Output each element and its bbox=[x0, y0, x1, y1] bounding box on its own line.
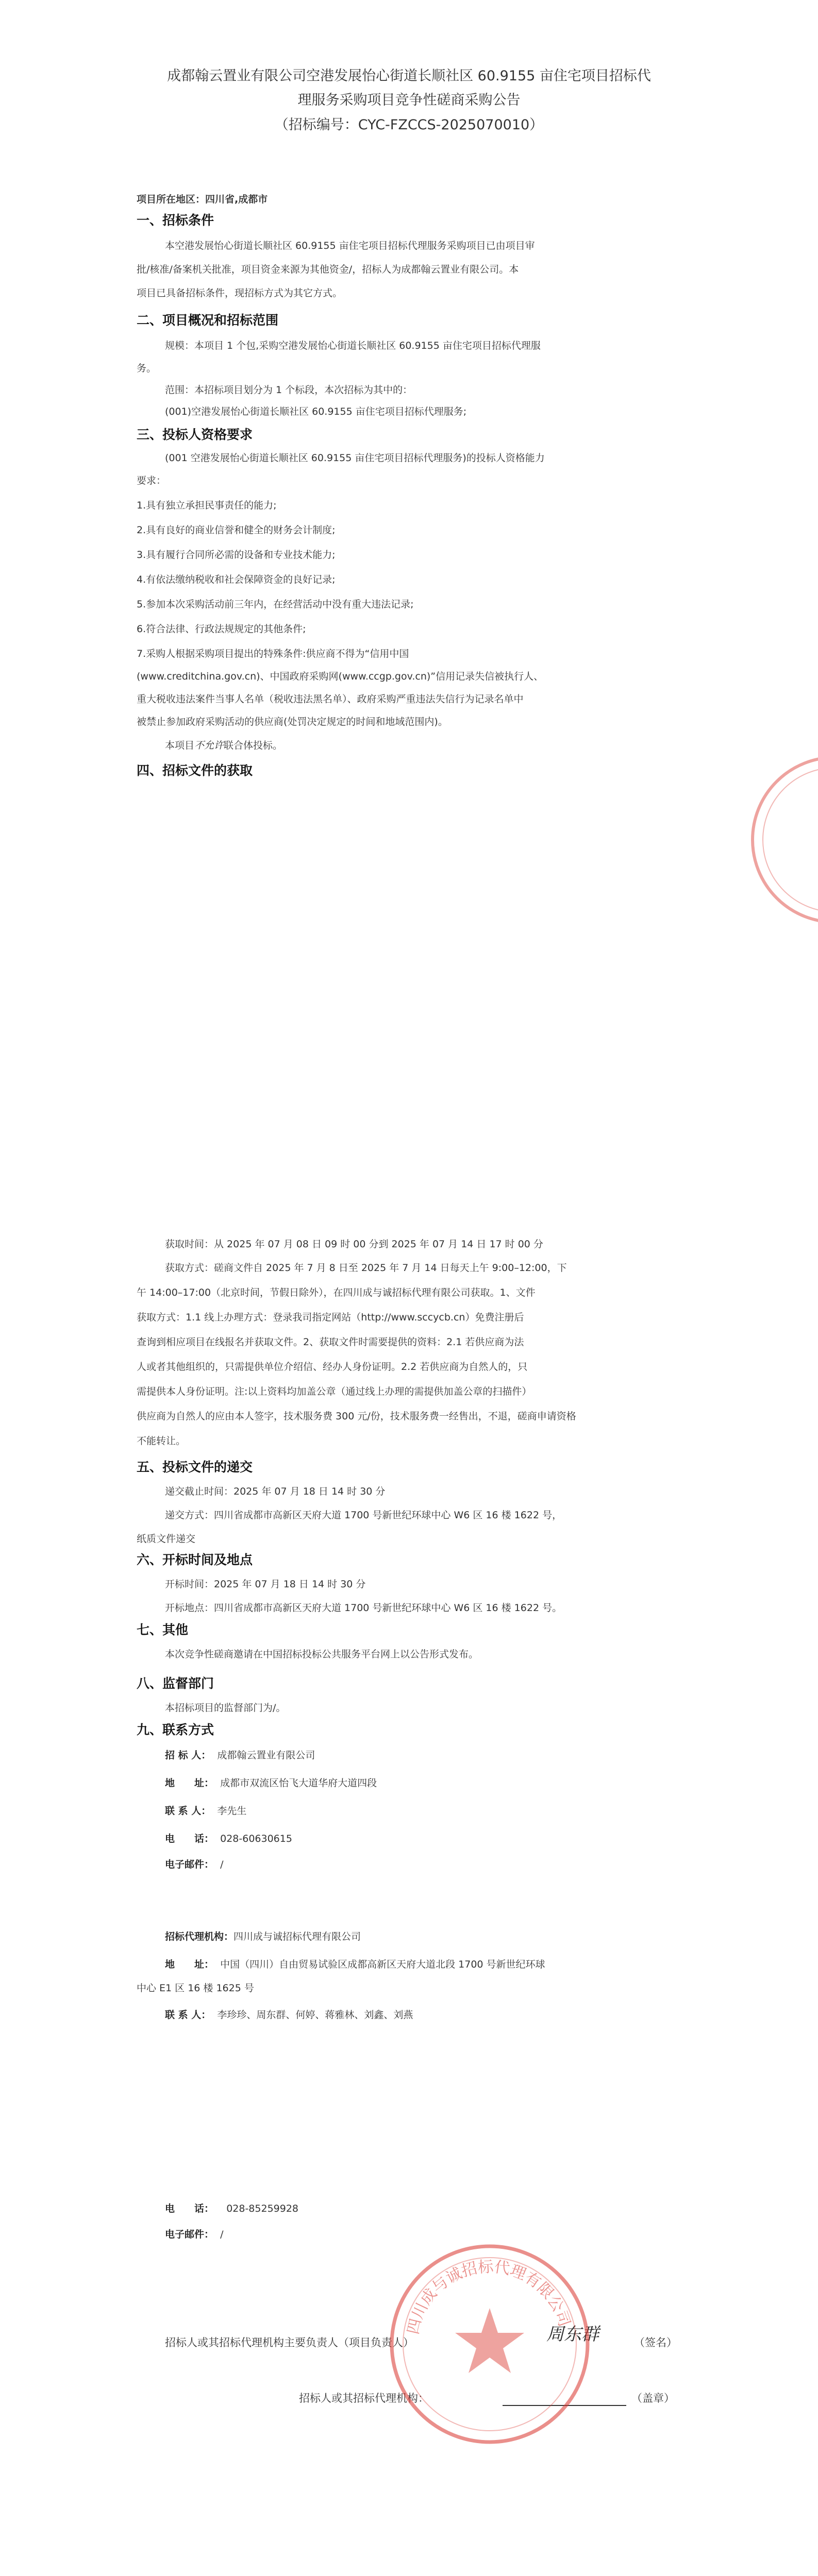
s4-method-line8: 不能转让。 bbox=[137, 1435, 186, 1447]
tenderer-phone-value: 028-60630615 bbox=[220, 1833, 292, 1844]
s3-item2: 2.具有良好的商业信誉和健全的财务会计制度; bbox=[137, 524, 336, 536]
consortium-post: 联合体投标。 bbox=[224, 740, 283, 751]
s4-method bbox=[165, 1260, 567, 1276]
consortium-flag: 不允许 bbox=[194, 740, 224, 751]
agent-address-label: 地 址： bbox=[165, 1959, 214, 1970]
s5-line3: 纸质文件递交 bbox=[137, 1533, 196, 1545]
project-location bbox=[137, 192, 268, 207]
s3-consortium bbox=[165, 738, 282, 753]
agent-address-value: 中国（四川）自由贸易试验区成都高新区天府大道北段 1700 号新世纪环球 bbox=[220, 1959, 545, 1970]
consortium-pre: 本项目 bbox=[165, 740, 195, 751]
tenderer-row bbox=[165, 1748, 315, 1763]
tenderer-contact-value: 李先生 bbox=[217, 1805, 247, 1817]
s1-line1: 本空港发展怡心街道长顺社区 60.9155 亩住宅项目招标代理服务采购项目已由项目审 bbox=[165, 240, 535, 251]
s3-item7b: (www.creditchina.gov.cn)、中国政府采购网(www.ccgp.gov.cn)”信用记录失信被执行人、 bbox=[137, 671, 544, 682]
agent-contact-row bbox=[165, 2007, 413, 2023]
s3-item7d: 被禁止参加政府采购活动的供应商(处罚决定规定的时间和地域范围内)。 bbox=[137, 716, 448, 727]
seal-row-tail: （盖章） bbox=[631, 2392, 675, 2404]
agent-value: 四川成与诚招标代理有限公司 bbox=[233, 1931, 361, 1942]
s4-method-line4: 查询到相应项目在线报名并获取文件。2、获取文件时需要提供的资料：2.1 若供应商为法 bbox=[137, 1336, 524, 1348]
s3-item1: 1.具有独立承担民事责任的能力; bbox=[137, 500, 277, 511]
seal-text-path: 四川成与诚招标代理有限公司 bbox=[404, 2258, 574, 2336]
tenderer-address-row bbox=[165, 1775, 377, 1791]
s4-time bbox=[165, 1236, 543, 1252]
agent-email-label: 电子邮件： bbox=[165, 2229, 214, 2240]
s3-item4: 4.有依法缴纳税收和社会保障资金的良好记录; bbox=[137, 574, 336, 585]
s4-time-value: 从 2025 年 07 月 08 日 09 时 00 分到 2025 年 07 月 14 日 17 时 00 分 bbox=[214, 1239, 543, 1250]
s2-line1: 规模：本项目 1 个包,采购空港发展怡心街道长顺社区 60.9155 亩住宅项目招标代理服 bbox=[165, 340, 541, 351]
s2-line2: 务。 bbox=[137, 363, 157, 374]
tenderer-address-label: 地 址： bbox=[165, 1777, 214, 1789]
s4-method-line3: 获取方式：1.1 线上办理方式：登录我司指定网站（http://www.sccycb.cn）免费注册后 bbox=[137, 1312, 524, 1323]
signature-tail: （签名） bbox=[634, 2336, 677, 2349]
agent-contact-value: 李珍珍、周东群、何婷、蒋雅林、刘鑫、刘燕 bbox=[217, 2009, 413, 2021]
tenderer-contact-row bbox=[165, 1803, 246, 1819]
tenderer-phone-label: 电 话： bbox=[165, 1833, 214, 1844]
s2-line3: 范围：本招标项目划分为 1 个标段，本次招标为其中的： bbox=[165, 384, 413, 396]
section-2-heading: 二、项目概况和招标范围 bbox=[137, 313, 279, 328]
agent-row bbox=[165, 1929, 361, 1944]
s1-line2: 批/核准/备案机关批准，项目资金来源为其他资金/，招标人为成都翰云置业有限公司。本 bbox=[137, 264, 519, 275]
agent-phone-row bbox=[165, 2201, 298, 2216]
s3-item6: 6.符合法律、行政法规规定的其他条件; bbox=[137, 623, 306, 635]
s6-line1: 开标时间：2025 年 07 月 18 日 14 时 30 分 bbox=[165, 1579, 366, 1590]
agent-email-value: / bbox=[220, 2229, 224, 2240]
tenderer-address-value: 成都市双流区怡飞大道华府大道四段 bbox=[220, 1777, 377, 1789]
s4-method-label: 获取方式： bbox=[165, 1262, 214, 1274]
tenderer-contact-label: 联 系 人： bbox=[165, 1805, 211, 1817]
section-9-heading: 九、联系方式 bbox=[137, 1722, 214, 1737]
s3-item5: 5.参加本次采购活动前三年内，在经营活动中没有重大违法记录; bbox=[137, 599, 414, 610]
tenderer-phone-row bbox=[165, 1831, 292, 1846]
signature-row bbox=[165, 2335, 414, 2350]
s4-method-line2: 午 14:00–17:00（北京时间，节假日除外），在四川成与诚招标代理有限公司获取。1、文件 bbox=[137, 1287, 536, 1298]
section-8-heading: 八、监督部门 bbox=[137, 1676, 214, 1691]
location-value: 四川省,成都市 bbox=[205, 194, 268, 205]
s4-method-line1: 磋商文件自 2025 年 7 月 8 日至 2025 年 7 月 14 日每天上午 9:00–12:00，下 bbox=[214, 1262, 567, 1274]
tenderer-email-value: / bbox=[220, 1859, 224, 1870]
s5-line2: 递交方式：四川省成都市高新区天府大道 1700 号新世纪环球中心 W6 区 16 楼 1622 号， bbox=[165, 1510, 562, 1521]
agent-contact-label: 联 系 人： bbox=[165, 2009, 211, 2021]
s4-method-line5: 人或者其他组织的，只需提供单位介绍信、经办人身份证明。2.2 若供应商为自然人的，只 bbox=[137, 1361, 528, 1372]
doc-title-line2: 理服务采购项目竞争性磋商采购公告 bbox=[297, 92, 521, 108]
s3-line1: (001 空港发展怡心街道长顺社区 60.9155 亩住宅项目招标代理服务)的投标人资格能力 bbox=[165, 452, 545, 464]
section-3-heading: 三、投标人资格要求 bbox=[137, 427, 253, 442]
location-label: 项目所在地区： bbox=[137, 194, 206, 205]
doc-title-line1: 成都翰云置业有限公司空港发展怡心街道长顺社区 60.9155 亩住宅项目招标代 bbox=[167, 68, 651, 84]
section-7-heading: 七、其他 bbox=[137, 1622, 189, 1637]
signature-line-label: 招标人或其招标代理机构主要负责人（项目负责人） bbox=[165, 2336, 414, 2349]
section-1-heading: 一、招标条件 bbox=[137, 213, 214, 228]
s3-item7c: 重大税收违法案件当事人名单（税收违法黑名单）、政府采购严重违法失信行为记录名单中 bbox=[137, 693, 524, 705]
s8-line1: 本招标项目的监督部门为/。 bbox=[165, 1702, 286, 1714]
s2-line4: (001)空港发展怡心街道长顺社区 60.9155 亩住宅项目招标代理服务; bbox=[165, 406, 467, 417]
s6-line2: 开标地点：四川省成都市高新区天府大道 1700 号新世纪环球中心 W6 区 16 楼 1622 号。 bbox=[165, 1602, 562, 1614]
seal-underline bbox=[503, 2405, 626, 2406]
agent-phone-value: 028-85259928 bbox=[226, 2203, 299, 2214]
edge-seal-top bbox=[732, 732, 818, 948]
tenderer-email-label: 电子邮件： bbox=[165, 1859, 214, 1870]
agent-phone-label: 电 话： bbox=[165, 2203, 214, 2214]
tenderer-label: 招 标 人： bbox=[165, 1750, 211, 1761]
agent-address-line2: 中心 E1 区 16 楼 1625 号 bbox=[137, 1982, 254, 1994]
section-6-heading: 六、开标时间及地点 bbox=[137, 1552, 253, 1567]
s4-method-line6: 需提供本人身份证明。注:以上资料均加盖公章（通过线上办理的需提供加盖公章的扫描件） bbox=[137, 1386, 532, 1397]
s3-item7a: 7.采购人根据采购项目提出的特殊条件:供应商不得为“信用中国 bbox=[137, 648, 409, 659]
handwritten-signature: 周东群 bbox=[546, 2324, 599, 2345]
s1-line3: 项目已具备招标条件，现招标方式为其它方式。 bbox=[137, 287, 343, 299]
s4-method-line7: 供应商为自然人的应由本人签字，技术服务费 300 元/份，技术服务费一经售出，不退，磋商申请资格 bbox=[137, 1411, 576, 1422]
section-5-heading: 五、投标文件的递交 bbox=[137, 1460, 253, 1475]
tenderer-email-row bbox=[165, 1857, 224, 1872]
doc-title-line3: （招标编号：CYC-FZCCS-2025070010） bbox=[274, 117, 544, 133]
s3-item3: 3.具有履行合同所必需的设备和专业技术能力; bbox=[137, 549, 336, 561]
s5-line1: 递交截止时间：2025 年 07 月 18 日 14 时 30 分 bbox=[165, 1486, 386, 1497]
s4-time-label: 获取时间： bbox=[165, 1239, 214, 1250]
seal-row-label: 招标人或其招标代理机构： bbox=[299, 2392, 429, 2404]
section-4-heading: 四、招标文件的获取 bbox=[137, 763, 253, 778]
agent-email-row bbox=[165, 2227, 224, 2242]
s3-line2: 要求： bbox=[137, 475, 166, 486]
agent-label: 招标代理机构： bbox=[165, 1931, 234, 1942]
agent-address-row bbox=[165, 1957, 545, 1972]
s7-line1: 本次竞争性磋商邀请在中国招标投标公共服务平台网上以公告形式发布。 bbox=[165, 1649, 479, 1660]
tenderer-value: 成都翰云置业有限公司 bbox=[217, 1750, 315, 1761]
